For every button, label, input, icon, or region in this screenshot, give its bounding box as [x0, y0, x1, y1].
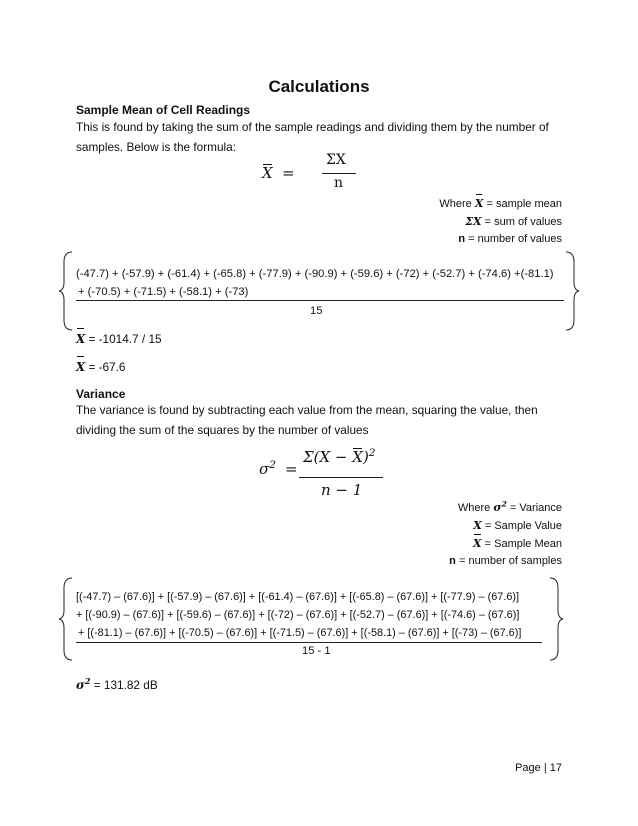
mean-formula-denominator: n: [334, 175, 344, 191]
where-desc: = sample mean: [486, 198, 562, 210]
variance-result: [76, 674, 158, 696]
sigma-symbol: σ: [493, 501, 502, 514]
sigma-symbol: σ: [76, 678, 85, 692]
variance-where-line4: [449, 552, 562, 571]
mean-sum-denominator: 15: [310, 305, 323, 317]
mean-result-value: = -1014.7 / 15: [88, 332, 162, 346]
where-desc: = sum of values: [484, 216, 562, 228]
variance-sum-line3: + [(-81.1) – (67.6)] + [(-70.5) – (67.6)] + [(-71.5) – (67.6)] + [(-58.1) – (67.6)] + [(-73) – (67.6)]: [78, 627, 522, 639]
variance-formula-lhs: [259, 460, 276, 478]
where-desc: = Variance: [509, 502, 562, 514]
mean-symbol: X: [76, 328, 85, 350]
variance-formula: [255, 447, 395, 500]
mean-formula-fraction-bar: [322, 173, 356, 174]
mean-formula-lhs: X: [262, 164, 273, 182]
page-number: Page | 17: [515, 762, 562, 774]
variance-formula-equals: =: [285, 460, 298, 478]
where-label: Where: [439, 198, 472, 210]
variance-sum-line1: [(-47.7) – (67.6)] + [(-57.9) – (67.6)] + [(-61.4) – (67.6)] + [(-65.8) – (67.6)] + [(-77.9) – (67.6)]: [76, 591, 520, 603]
sample-mean-desc-line2: samples. Below is the formula:: [76, 140, 236, 154]
mean-sum-line1: (-47.7) + (-57.9) + (-61.4) + (-65.8) + (-77.9) + (-90.9) + (-59.6) + (-72) + (-52.7) + (-74.6) +(-81.1): [76, 268, 554, 280]
where-desc: = Sample Mean: [484, 538, 562, 550]
mean-formula: [258, 152, 368, 200]
variance-sum-denominator: 15 - 1: [302, 645, 331, 657]
mean-symbol: X: [473, 534, 482, 553]
exponent: 2: [501, 499, 507, 509]
sample-mean-desc-line1: This is found by taking the sum of the sample readings and dividing them by the number of: [76, 120, 549, 134]
variance-formula-numerator: [303, 448, 375, 466]
numerator-part: Σ(X −: [303, 448, 353, 466]
variance-heading: Variance: [76, 387, 126, 401]
mean-symbol: X: [475, 194, 484, 213]
mean-symbol: X: [76, 356, 85, 378]
variance-formula-fraction-bar: [299, 477, 383, 478]
variance-result-value: = 131.82 dB: [93, 678, 158, 692]
page-title: Calculations: [268, 77, 370, 96]
mean-where-line3: [458, 230, 562, 249]
exponent: 2: [269, 459, 276, 471]
variance-sum-line2: + [(-90.9) – (67.6)] + [(-59.6) – (67.6)] + [(-72) – (67.6)] + [(-52.7) – (67.6)] + [(-74.6) – (67.6)]: [76, 609, 520, 621]
exponent: 2: [368, 447, 376, 459]
mean-sum-line2: + (-70.5) + (-71.5) + (-58.1) + (-73): [78, 286, 249, 298]
count-symbol: n: [449, 555, 456, 567]
variance-desc-line2: dividing the sum of the squares by the number of values: [76, 423, 369, 437]
where-desc: = number of samples: [458, 555, 562, 567]
mean-where-line2: [465, 212, 562, 232]
mean-result-line2: [76, 356, 126, 378]
mean-sum-fraction-bar: [76, 300, 564, 301]
numerator-part: ): [362, 448, 369, 466]
variance-where-line2: [473, 516, 562, 536]
sample-mean-heading: Sample Mean of Cell Readings: [76, 103, 251, 117]
variance-desc-line1: The variance is found by subtracting each value from the mean, squaring the value, then: [76, 403, 538, 417]
where-desc: = number of values: [468, 233, 562, 245]
mean-where-line1: [439, 194, 562, 214]
variance-formula-denominator: n − 1: [321, 481, 363, 499]
mean-symbol: X: [352, 448, 363, 466]
count-symbol: n: [458, 233, 466, 245]
where-label: Where: [457, 502, 491, 514]
mean-formula-numerator: ΣX: [326, 152, 346, 168]
mean-result-line1: [76, 328, 162, 350]
mean-formula-equals: =: [282, 164, 295, 182]
mean-result-value: = -67.6: [88, 360, 126, 374]
sum-symbol: ΣX: [465, 215, 482, 228]
exponent: 2: [84, 676, 91, 687]
sigma-symbol: σ: [259, 460, 270, 478]
variance-where-line3: [473, 534, 562, 554]
variance-where-line1: [458, 498, 562, 518]
sample-value-symbol: X: [473, 519, 482, 532]
where-desc: = Sample Value: [484, 520, 562, 532]
